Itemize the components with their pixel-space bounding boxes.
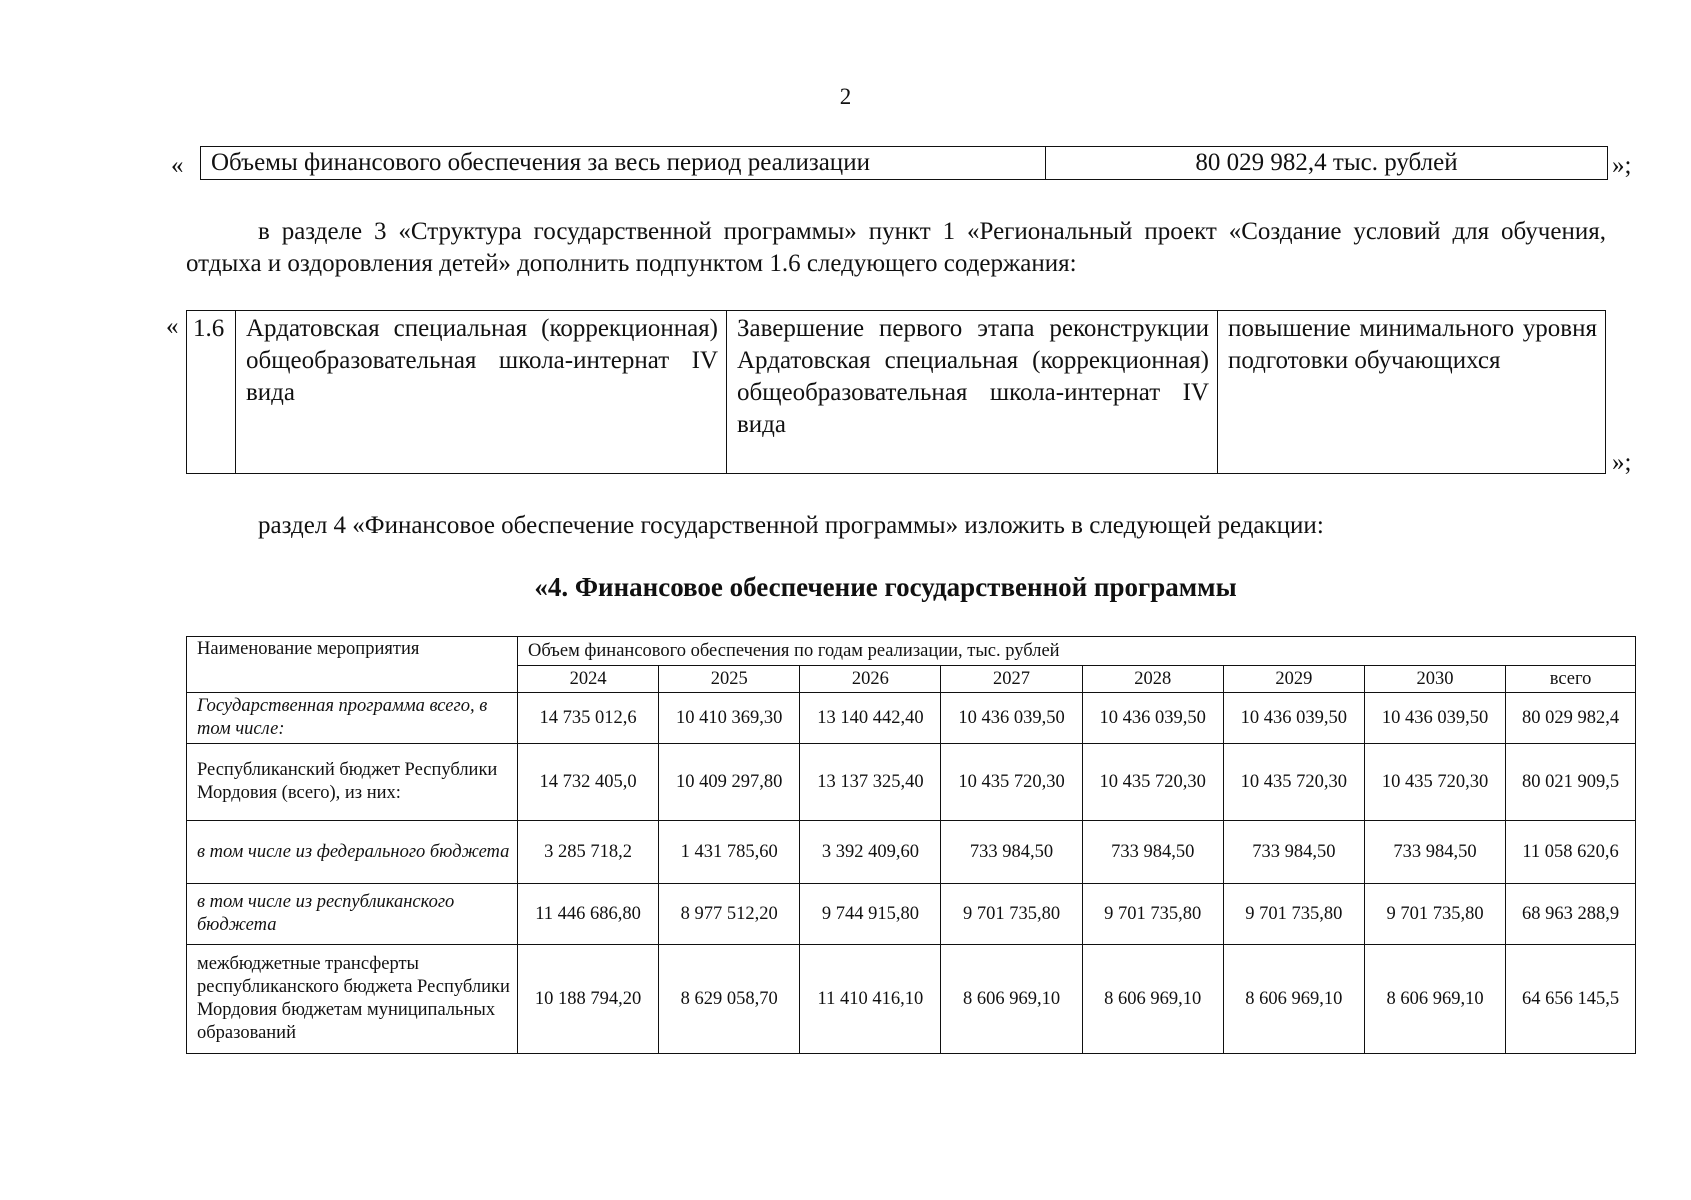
row-value: 10 436 039,50 bbox=[1223, 693, 1364, 744]
header-year: 2028 bbox=[1082, 666, 1223, 693]
row-value: 14 732 405,0 bbox=[518, 744, 659, 821]
table-row bbox=[187, 744, 1636, 821]
header-group: Объем финансового обеспечения по годам реализации, тыс. рублей bbox=[518, 637, 1636, 666]
row-value: 9 701 735,80 bbox=[1364, 884, 1505, 945]
row-name: Государственная программа всего, в том числе: bbox=[187, 693, 518, 744]
row-value: 13 137 325,40 bbox=[800, 744, 941, 821]
row-value: 9 744 915,80 bbox=[800, 884, 941, 945]
header-year: 2029 bbox=[1223, 666, 1364, 693]
row-value: 733 984,50 bbox=[1364, 821, 1505, 884]
row-value: 10 410 369,30 bbox=[659, 693, 800, 744]
table-row bbox=[187, 693, 1636, 744]
volume-value: 80 029 982,4 тыс. рублей bbox=[1046, 147, 1608, 180]
row-value: 13 140 442,40 bbox=[800, 693, 941, 744]
row-name: в том числе из федерального бюджета bbox=[187, 821, 518, 884]
paragraph-section4-amendment: раздел 4 «Финансовое обеспечение государственной программы» изложить в следующей редакции: bbox=[258, 512, 1324, 539]
row-value: 8 606 969,10 bbox=[1364, 945, 1505, 1054]
paragraph-structure-amendment: в разделе 3 «Структура государственной программы» пункт 1 «Региональный проект «Создание условий для обучения, отдыха и оздоровления детей» дополнить подпунктом 1.6 следующего содержания: bbox=[186, 218, 1606, 277]
row-name: межбюджетные трансферты республиканского бюджета Республики Мордовия бюджетам муниципальных образований bbox=[187, 945, 518, 1054]
subpoint-open-quote: « bbox=[166, 313, 179, 340]
row-value: 3 285 718,2 bbox=[518, 821, 659, 884]
row-value: 8 606 969,10 bbox=[941, 945, 1082, 1054]
table-row bbox=[187, 884, 1636, 945]
row-total: 80 029 982,4 bbox=[1506, 693, 1636, 744]
row-total: 68 963 288,9 bbox=[1506, 884, 1636, 945]
row-value: 10 435 720,30 bbox=[1223, 744, 1364, 821]
header-year: 2026 bbox=[800, 666, 941, 693]
header-year: 2030 bbox=[1364, 666, 1505, 693]
volume-open-quote: « bbox=[171, 152, 184, 179]
row-value: 10 409 297,80 bbox=[659, 744, 800, 821]
finance-table bbox=[186, 636, 1636, 1054]
row-name: в том числе из республиканского бюджета bbox=[187, 884, 518, 945]
row-value: 11 410 416,10 bbox=[800, 945, 941, 1054]
header-name: Наименование мероприятия bbox=[187, 637, 518, 693]
row-total: 80 021 909,5 bbox=[1506, 744, 1636, 821]
header-total: всего bbox=[1506, 666, 1636, 693]
section-heading: «4. Финансовое обеспечение государственной программы bbox=[534, 572, 1237, 602]
subpoint-row bbox=[187, 311, 1606, 474]
row-value: 3 392 409,60 bbox=[800, 821, 941, 884]
header-year: 2027 bbox=[941, 666, 1082, 693]
finance-header-row bbox=[187, 637, 1636, 666]
subpoint-name: Ардатовская специальная (коррекционная) общеобразовательная школа-интернат IV вида bbox=[236, 311, 727, 474]
row-value: 8 977 512,20 bbox=[659, 884, 800, 945]
row-value: 9 701 735,80 bbox=[1223, 884, 1364, 945]
row-value: 10 436 039,50 bbox=[1364, 693, 1505, 744]
row-value: 10 435 720,30 bbox=[1364, 744, 1505, 821]
row-value: 10 436 039,50 bbox=[941, 693, 1082, 744]
subpoint-number: 1.6 bbox=[187, 311, 236, 474]
volume-row bbox=[201, 147, 1608, 180]
volume-table bbox=[200, 146, 1608, 180]
table-row bbox=[187, 821, 1636, 884]
volume-close-quote: »; bbox=[1612, 152, 1632, 179]
row-value: 1 431 785,60 bbox=[659, 821, 800, 884]
row-value: 733 984,50 bbox=[1223, 821, 1364, 884]
row-total: 11 058 620,6 bbox=[1506, 821, 1636, 884]
page-number: 2 bbox=[839, 84, 852, 109]
row-value: 10 436 039,50 bbox=[1082, 693, 1223, 744]
header-year: 2024 bbox=[518, 666, 659, 693]
header-year: 2025 bbox=[659, 666, 800, 693]
subpoint-result: повышение минимального уровня подготовки обучающихся bbox=[1218, 311, 1606, 474]
subpoint-table bbox=[186, 310, 1606, 474]
row-value: 10 435 720,30 bbox=[1082, 744, 1223, 821]
subpoint-close-quote: »; bbox=[1612, 449, 1632, 476]
row-value: 9 701 735,80 bbox=[1082, 884, 1223, 945]
row-value: 9 701 735,80 bbox=[941, 884, 1082, 945]
row-value: 733 984,50 bbox=[941, 821, 1082, 884]
row-value: 10 188 794,20 bbox=[518, 945, 659, 1054]
row-value: 10 435 720,30 bbox=[941, 744, 1082, 821]
subpoint-task: Завершение первого этапа реконструкции Ардатовская специальная (коррекционная) общеобразовательная школа-интернат IV вида bbox=[727, 311, 1218, 474]
row-value: 8 606 969,10 bbox=[1082, 945, 1223, 1054]
table-row bbox=[187, 945, 1636, 1054]
row-value: 14 735 012,6 bbox=[518, 693, 659, 744]
row-value: 8 606 969,10 bbox=[1223, 945, 1364, 1054]
row-value: 8 629 058,70 bbox=[659, 945, 800, 1054]
volume-label: Объемы финансового обеспечения за весь период реализации bbox=[201, 147, 1046, 180]
row-total: 64 656 145,5 bbox=[1506, 945, 1636, 1054]
row-value: 733 984,50 bbox=[1082, 821, 1223, 884]
row-value: 11 446 686,80 bbox=[518, 884, 659, 945]
row-name: Республиканский бюджет Республики Мордовия (всего), из них: bbox=[187, 744, 518, 821]
